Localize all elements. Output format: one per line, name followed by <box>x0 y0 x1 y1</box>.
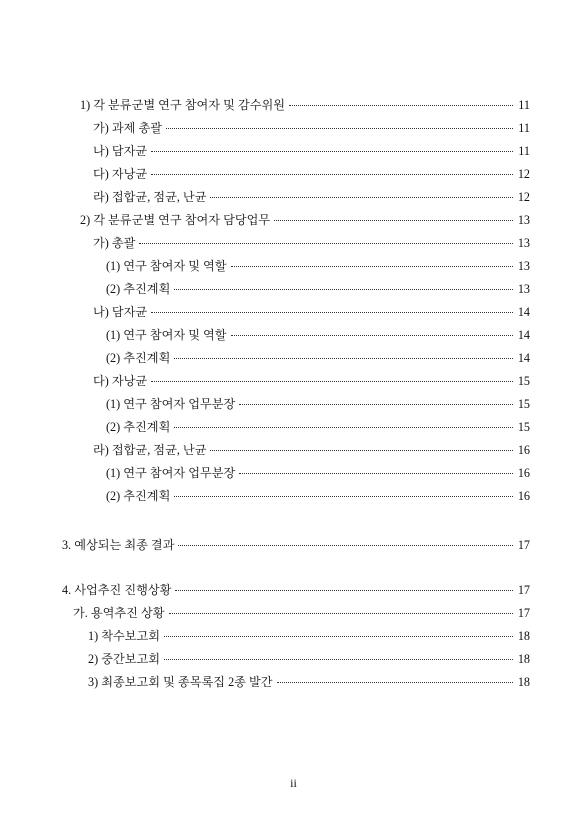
toc-entry <box>80 212 530 228</box>
dot-leader <box>289 104 513 106</box>
toc-entry-page-number: 14 <box>517 328 530 342</box>
toc-entry <box>93 189 530 205</box>
toc-entry <box>62 582 530 598</box>
toc-entry-page-number: 18 <box>517 629 530 643</box>
toc-entry-label: 가) 과제 총괄 <box>93 121 163 135</box>
toc-entry-page-number: 18 <box>517 652 530 666</box>
toc-entry-page-number: 17 <box>517 606 530 620</box>
dot-leader <box>239 403 513 405</box>
toc-entry <box>88 674 530 690</box>
dot-leader <box>164 635 513 637</box>
toc-entry-page-number: 18 <box>517 675 530 689</box>
toc-entry-page-number: 15 <box>517 397 530 411</box>
toc-entry <box>106 488 530 504</box>
toc-entry-label: 1) 착수보고회 <box>88 629 161 643</box>
toc-entry-label: 나) 담자균 <box>93 305 148 319</box>
toc-entry-label: (1) 연구 참여자 업무분장 <box>106 397 236 411</box>
dot-leader <box>139 242 513 244</box>
toc-entry-label: (1) 연구 참여자 및 역할 <box>106 328 227 342</box>
dot-leader <box>151 311 513 313</box>
toc-entry-label: 라) 접합균, 점균, 난균 <box>93 190 207 204</box>
toc-entry-label: 다) 자낭균 <box>93 167 148 181</box>
toc-entry-label: (2) 추진계획 <box>106 282 171 296</box>
dot-leader <box>174 426 513 428</box>
toc-entry-page-number: 17 <box>517 538 530 552</box>
toc-entry-label: 다) 자낭균 <box>93 374 148 388</box>
toc-entry-label: 3) 최종보고회 및 종목록집 2종 발간 <box>88 675 273 689</box>
toc-entry-label: 가) 총괄 <box>93 236 136 250</box>
toc-entry <box>88 628 530 644</box>
dot-leader <box>174 495 513 497</box>
toc-entry-label: 1) 각 분류군별 연구 참여자 및 감수위원 <box>80 98 286 112</box>
toc-entry-label: 가. 용역추진 상황 <box>73 606 165 620</box>
dot-leader <box>151 380 513 382</box>
toc-entry <box>93 166 530 182</box>
toc-entry-label: (2) 추진계획 <box>106 489 171 503</box>
toc-entry-label: 4. 사업추진 진행상황 <box>62 583 172 597</box>
toc-entry-page-number: 13 <box>517 236 530 250</box>
toc-entry <box>106 327 530 343</box>
toc-entry <box>73 605 530 621</box>
toc-entry-label: (2) 추진계획 <box>106 351 171 365</box>
toc-entry-page-number: 13 <box>517 213 530 227</box>
toc-entry-page-number: 11 <box>518 98 530 112</box>
toc-entry-label: 라) 접합균, 점균, 난균 <box>93 443 207 457</box>
dot-leader <box>277 681 513 683</box>
dot-leader <box>239 472 513 474</box>
toc-entry <box>93 235 530 251</box>
toc-entry <box>106 350 530 366</box>
toc-entry-page-number: 15 <box>517 420 530 434</box>
toc-entry-label: 나) 담자균 <box>93 144 148 158</box>
toc-entry <box>93 304 530 320</box>
toc-entry-page-number: 14 <box>517 351 530 365</box>
dot-leader <box>274 219 513 221</box>
toc-entry-label: (2) 추진계획 <box>106 420 171 434</box>
toc-entry-page-number: 16 <box>517 443 530 457</box>
dot-leader <box>175 589 513 591</box>
toc-entry-label: 2) 각 분류군별 연구 참여자 담당업무 <box>80 213 271 227</box>
toc-entry-page-number: 13 <box>517 259 530 273</box>
toc-entry <box>106 258 530 274</box>
toc-entry <box>62 537 530 553</box>
toc-entry-page-number: 12 <box>517 190 530 204</box>
toc-entry-label: (1) 연구 참여자 업무분장 <box>106 466 236 480</box>
toc-entry-page-number: 17 <box>517 583 530 597</box>
toc-entry <box>93 442 530 458</box>
toc-entry-page-number: 12 <box>517 167 530 181</box>
toc-entry <box>88 651 530 667</box>
toc-entry-page-number: 15 <box>517 374 530 388</box>
dot-leader <box>231 334 513 336</box>
toc-entry <box>80 97 530 113</box>
toc-entry-page-number: 16 <box>517 466 530 480</box>
toc-entry-page-number: 11 <box>518 121 530 135</box>
toc-entry <box>106 281 530 297</box>
dot-leader <box>178 544 513 546</box>
toc-entry-label: 2) 중간보고회 <box>88 652 161 666</box>
toc-entry-page-number: 13 <box>517 282 530 296</box>
page-number: ii <box>290 776 297 790</box>
toc-entry-page-number: 11 <box>518 144 530 158</box>
toc-entry <box>93 143 530 159</box>
toc-entry-page-number: 16 <box>517 489 530 503</box>
dot-leader <box>231 265 513 267</box>
dot-leader <box>210 449 513 451</box>
toc-entry <box>93 373 530 389</box>
toc-entry <box>106 396 530 412</box>
dot-leader <box>174 357 513 359</box>
dot-leader <box>174 288 513 290</box>
toc-entry <box>93 120 530 136</box>
dot-leader <box>151 173 513 175</box>
dot-leader <box>210 196 513 198</box>
toc-entry-label: 3. 예상되는 최종 결과 <box>62 538 175 552</box>
dot-leader <box>166 127 513 129</box>
dot-leader <box>164 658 513 660</box>
toc-entry-page-number: 14 <box>517 305 530 319</box>
toc-entry <box>106 419 530 435</box>
toc-entry-label: (1) 연구 참여자 및 역할 <box>106 259 227 273</box>
toc-entry <box>106 465 530 481</box>
dot-leader <box>169 612 513 614</box>
dot-leader <box>151 150 513 152</box>
